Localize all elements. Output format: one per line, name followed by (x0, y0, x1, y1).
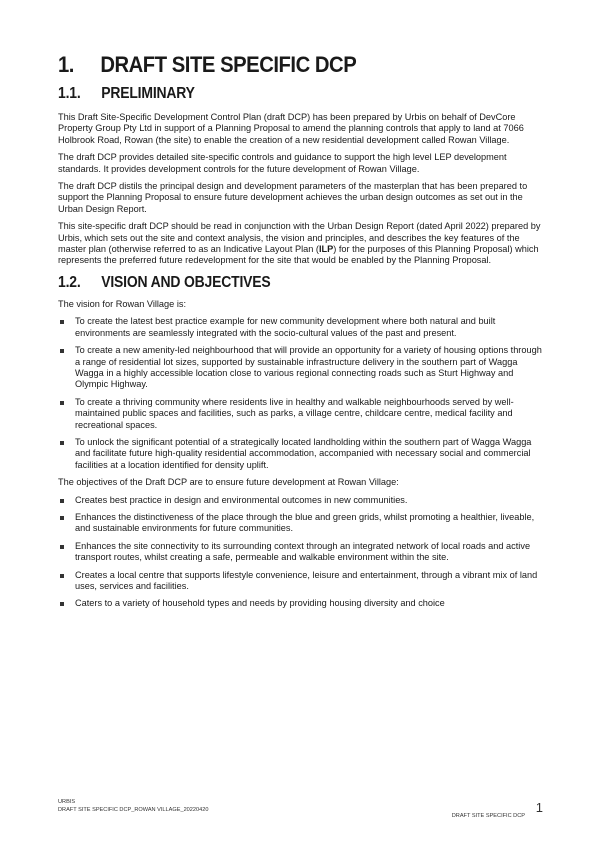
list-item (58, 570, 543, 593)
list-item (58, 598, 543, 609)
list-item-text: To unlock the significant potential of a strategically located landholding within the southern part of Wagga Wagga and facilitate future high-quality residential accommodation, accompanied with necessary social and commercial facilities at a location identified for density uplift. (75, 436, 532, 470)
list-item (58, 541, 543, 564)
section-heading-preliminary (58, 84, 495, 104)
bullet-icon (60, 401, 64, 405)
list-item (58, 512, 543, 535)
paragraph-text: This site-specific draft DCP should be read in conjunction with the Urban Design Report (dated April 2022) prepared by Urbis, which sets out the site and context analysis, the vision and principles, and describes the key features of the master plan (otherwise referred to as an Indicative Layout Plan ( (58, 221, 541, 255)
ilp-abbreviation: ILP (318, 244, 334, 255)
bullet-icon (60, 499, 64, 503)
page-footer (58, 798, 543, 819)
list-item (58, 437, 543, 471)
objectives-intro: The objectives of the Draft DCP are to ensure future development at Rowan Village: (58, 477, 399, 488)
bullet-icon (60, 545, 64, 549)
paragraph: The draft DCP distils the principal design and development parameters of the masterplan that has been prepared to support the Planning Proposal to ensure future development achieves the urban design outcomes as set out in the Urban Design Report. (58, 181, 528, 214)
list-item-text: To create a new amenity-led neighbourhood that will provide an opportunity for a variety of housing options through a range of residential lot sizes, supported by sustainable infrastructure delivery in the southern part of Wagga Wagga in a highly accessible location close to various regional connecting roads such as Sturt Highway and Olympic Highway. (75, 345, 542, 390)
paragraph (58, 221, 543, 267)
footer-doc-title: DRAFT SITE SPECIFIC DCP (451, 813, 525, 819)
list-item (58, 316, 543, 339)
section-number: 1.1. (58, 85, 81, 102)
list-item-text: To create a thriving community where residents live in healthy and walkable neighbourhoods served by well-maintained public spaces and facilities, such as parks, a village centre, childcare centre, medical facility and recreational spaces. (75, 396, 514, 430)
bullet-icon (60, 516, 64, 520)
section-heading-vision (58, 273, 495, 293)
list-item (58, 345, 543, 391)
bullet-icon (60, 441, 64, 445)
chapter-number: 1. (58, 52, 74, 77)
chapter-heading (58, 52, 504, 78)
vision-list (58, 316, 543, 471)
list-item-text: To create the latest best practice example for new community development where both natural and built environments are seamlessly integrated with the socio-cultural values of the past and present. (75, 316, 496, 338)
bullet-icon (60, 320, 64, 324)
list-item-text: Creates a local centre that supports lifestyle convenience, leisure and entertainment, through a vibrant mix of land uses, services and facilities. (75, 569, 538, 591)
chapter-title: DRAFT SITE SPECIFIC DCP (100, 52, 357, 77)
list-item (58, 495, 543, 506)
page-number: 1 (535, 800, 543, 815)
footer-org: URBIS (58, 799, 76, 805)
paragraph-text: ) for the purposes of this Planning Proposal) which represents the preferred future redevelopment for the site that would be enabled by the Planning Proposal. (58, 244, 539, 266)
bullet-icon (60, 602, 64, 606)
section-title: VISION AND OBJECTIVES (101, 273, 271, 291)
vision-intro: The vision for Rowan Village is: (58, 298, 187, 309)
section-title: PRELIMINARY (101, 85, 195, 102)
objectives-list (58, 495, 543, 610)
section-number: 1.2. (58, 273, 81, 291)
bullet-icon (60, 349, 64, 353)
paragraph: The draft DCP provides detailed site-specific controls and guidance to support the high level LEP development standards. It provides development controls for the future development of Rowan Village. (58, 152, 507, 174)
list-item-text: Caters to a variety of household types and needs by providing housing diversity and choice (75, 598, 445, 609)
list-item (58, 397, 543, 431)
list-item-text: Creates best practice in design and environmental outcomes in new communities. (75, 494, 408, 505)
bullet-icon (60, 574, 64, 578)
footer-file-name: DRAFT SITE SPECIFIC DCP_ROWAN VILLAGE_20220420 (58, 807, 209, 813)
document-page (58, 52, 543, 616)
list-item-text: Enhances the distinctiveness of the place through the blue and green grids, whilst promoting a healthier, liveable, and sustainable environments for future communities. (75, 511, 535, 534)
list-item-text: Enhances the site connectivity to its surrounding context through an integrated network of local roads and active transport routes, whilst creating a safe, permeable and walkable environment within the site. (75, 540, 531, 563)
paragraph: This Draft Site-Specific Development Control Plan (draft DCP) has been prepared by Urbis on behalf of DevCore Property Group Pty Ltd in support of a Planning Proposal to amend the planning controls that apply to land at 7066 Holbrook Road, Rowan (the site) to enable the creation of a new residential development called Rowan Village. (58, 112, 524, 145)
